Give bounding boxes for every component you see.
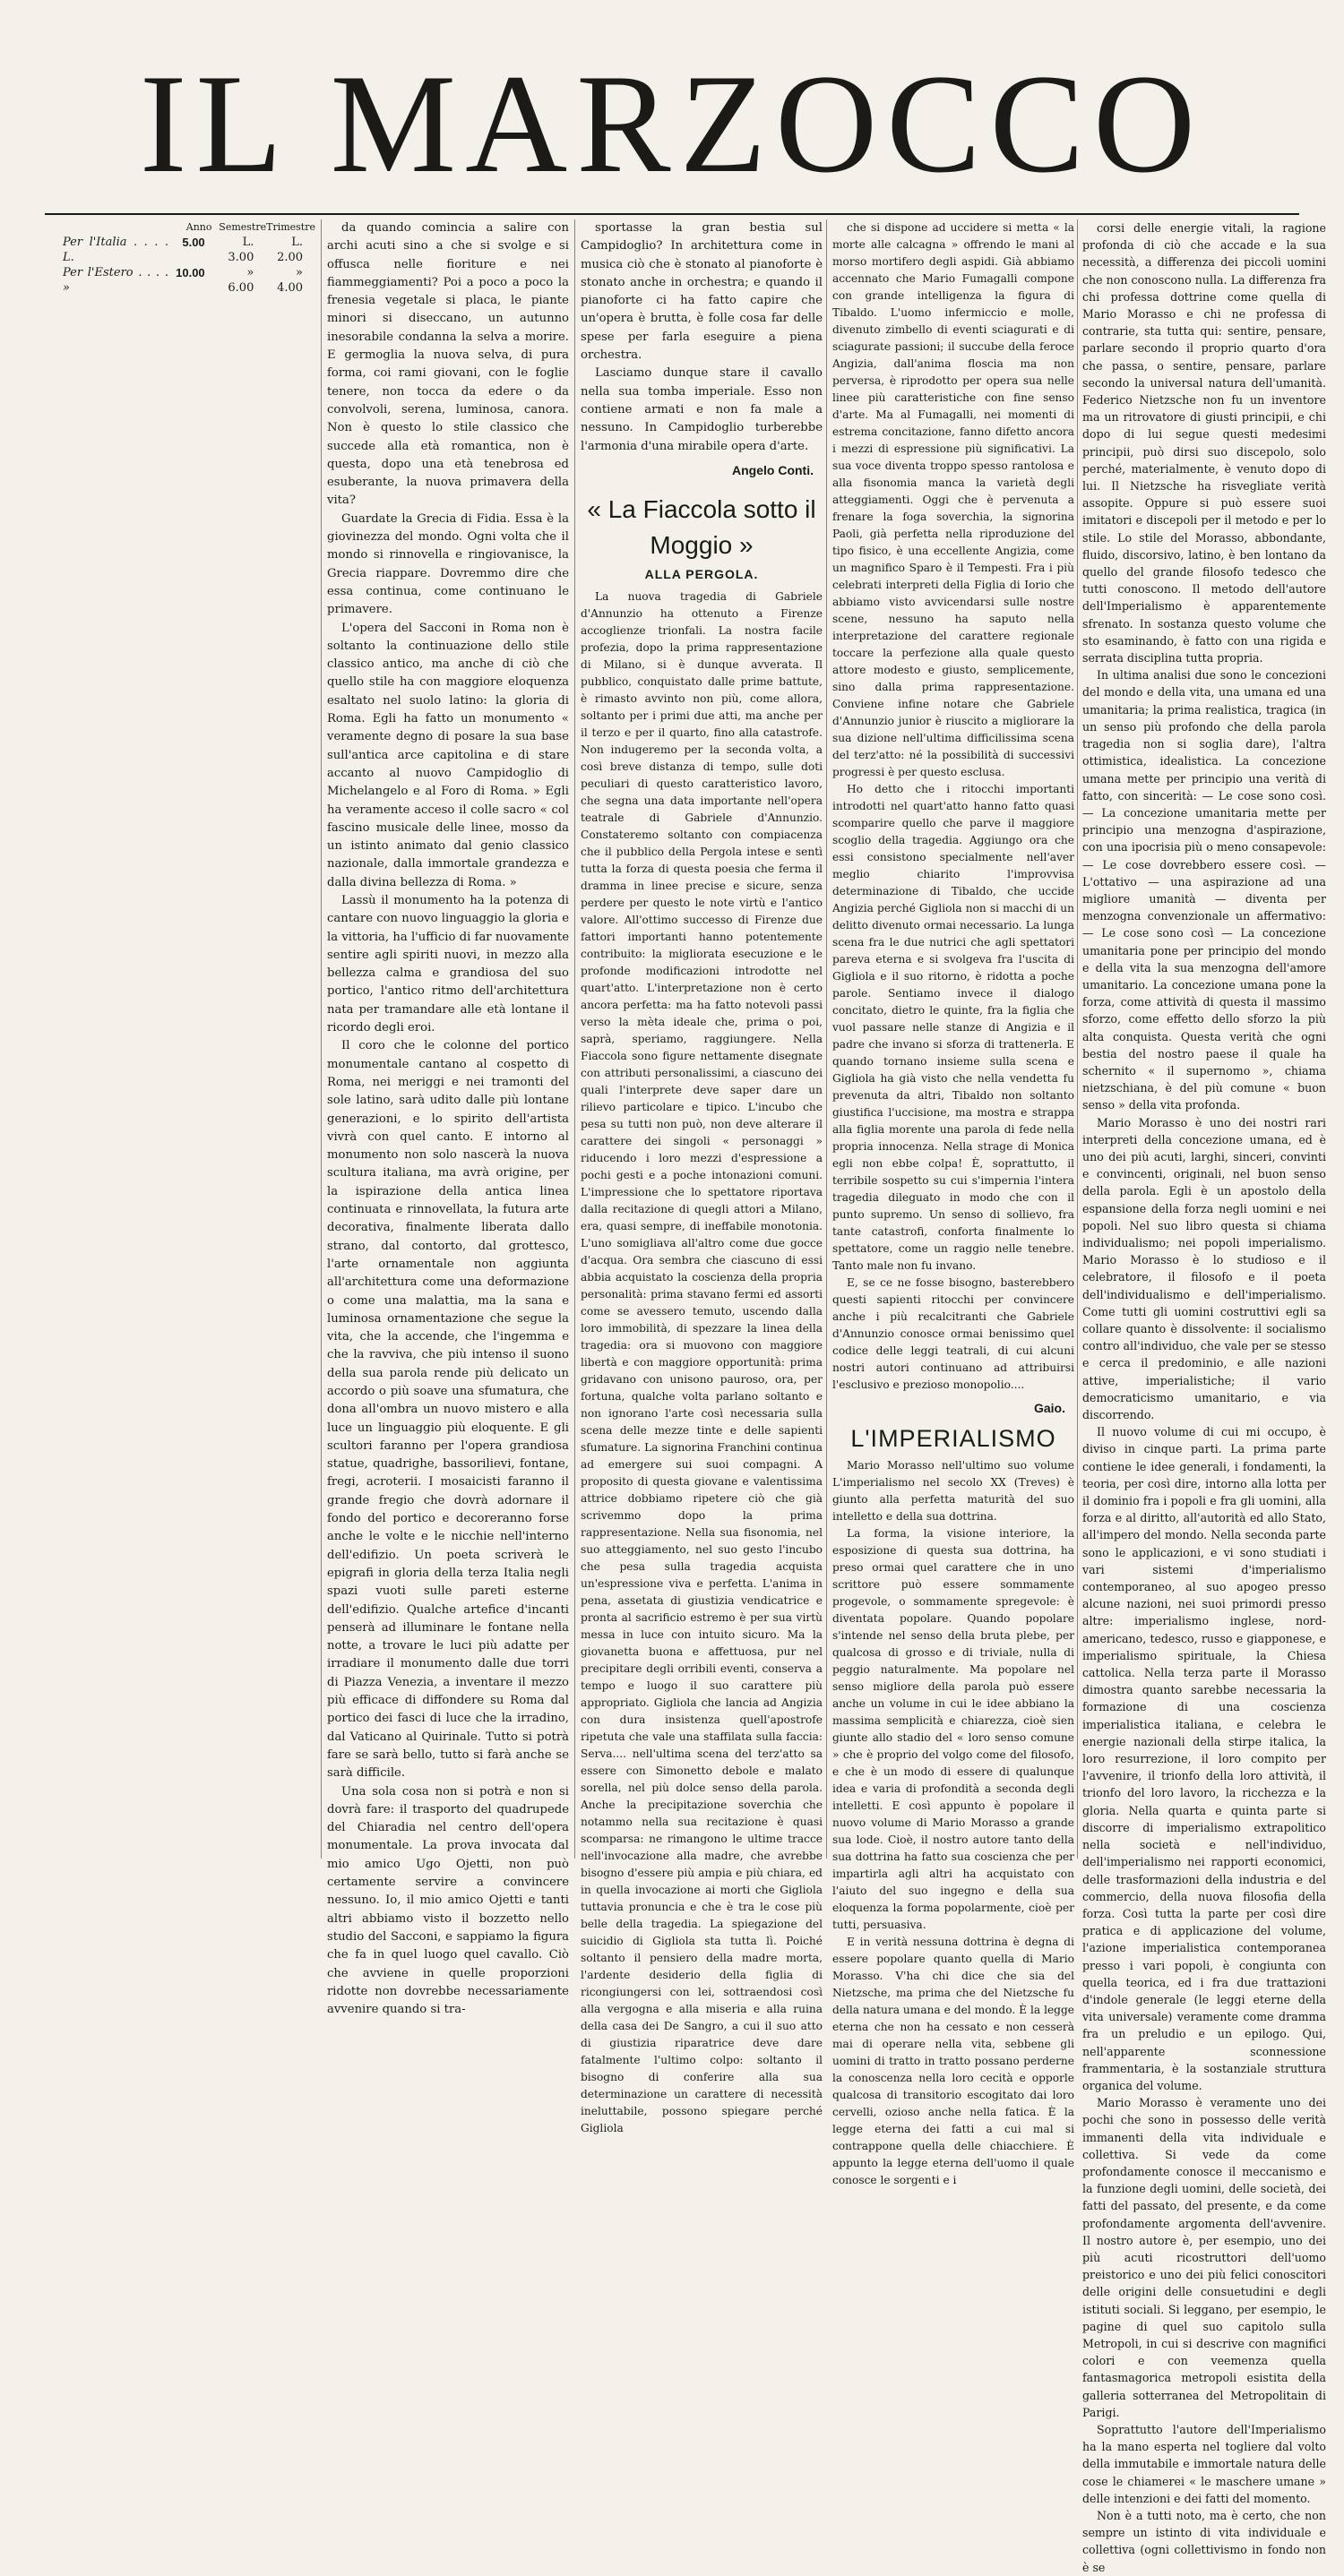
price-trimestre: L. 2.00 (277, 236, 304, 264)
paragraph: Mario Morasso nell'ultimo suo volume L'imperialismo nel secolo XX (Treves) è giunto alla perfetta maturità del suo intelletto e della sua dottrina. (832, 1458, 1074, 1523)
paragraph: da quando comincia a salire con archi acuti sino a che si svolge e si offusca nelle fioriture e nei fiammeggiamenti? Poi a poco a poco la frenesia vegetale si placa, le piante minori si diseccano, un autunno inesorabile condanna la selva a morire. E germoglia la nuova selva, di pura forma, coi rami giovani, con le foglie tenere, non tocca da edere o da convolvoli, serena, luminosa, canora. Non è questo lo stile classico che succede alla età romantica, non è questa, dopo una età tenebrosa ed esuberante, la nuova primavera della vita? (327, 221, 569, 508)
paragraph: Una sola cosa non si potrà e non si dovrà fare: il trasporto del quadrupede del Chiaradia nel centro dell'opera monumentale. La prova invocata dal mio amico Ugo Ojetti, non può certamente servire a convincere nessuno. Io, il mio amico Ojetti e tanti altri abbiamo visto il bozzetto nello studio del Sacconi, e sappiamo la figura che fa in quel luogo quel cavallo. Ciò che avviene in quelle proporzioni ridotte non dovrebbe necessariamente avvenire quando si tra- (327, 1784, 569, 2017)
paragraph: Mario Morasso è uno dei nostri rari interpreti della concezione umana, ed è uno dei più acuti, larghi, sinceri, convinti e convincenti, originali, nel buon senso della parola. Egli è un apostolo della espansione della forza negli uomini e nei popoli. Nel suo libro questa si chiama individualismo; nei popoli imperialismo. Mario Morasso è lo studioso e il celebratore, il filosofo e il poeta dell'individualismo e dell'imperialismo. Come tutti gli uomini costruttivi egli sa collare quanto è dissolvente: il socialismo contro all'individuo, che vale per se stesso e cerca il predominio, e alle nazioni attive, imperialistiche; il vario democraticismo umanitario, e via discorrendo. (1082, 1115, 1326, 1422)
signature-gaio: Gaio. (1033, 1401, 1065, 1415)
paragraph: La nuova tragedia di Gabriele d'Annunzio ha ottenuto a Firenze accoglienze trionfali. La nostra facile profezia, dopo la prima rappresentazione di Milano, si è dunque avverata. Il pubblico, conquistato dalle prime battute, è rimasto avvinto non più, come allora, soltanto per i primi due atti, ma anche per il terzo e per il quarto, fino alla catastrofe. Non indugeremo per la seconda volta, a così breve distanza di tempo, sulle doti peculiari di questo caratteristico lavoro, che segna una data importante nell'opera teatrale di Gabriele d'Annunzio. Constateremo soltanto con compiacenza che il pubblico della Pergola intese e sentì tutta la forza di questa poesia che ferma il dramma in linee precise e sicure, senza perdere per questo le note virtù e l'antico valore. All'ottimo successo di Firenze due fattori importanti hanno potentemente contribuito: la migliorata esecuzione e le profonde modificazioni introdotte nel quart'atto. L'interpretazione non è certo ancora perfetta: ma ha fatto notevoli passi verso la mèta ideale che, prima o poi, saprà, speriamo, raggiungere. Nella Fiaccola sono figure nettamente disegnate con attributi personalissimi, a ciascuno dei quali l'interprete deve saper dare un rilievo particolare e tipico. L'incubo che pesa su tutti non può, non deve alterare il carattere dei singoli « personaggi » riducendo i loro mezzi d'espressione a pochi gesti e a poche intonazioni comuni. L'impressione che lo spettatore riportava dalla recitazione di quegli attori a Milano, era, quasi sempre, di ineffabile monotonia. L'uno somigliava all'altro come due gocce d'acqua. Ora sembra che ciascuno di essi abbia acquistato la coscienza della propria personalità: prima stavano fermi ed assorti come se avessero temuto, uscendo dalla loro immobilità, di spezzare la linea della tragedia: ora si muovono con maggiore libertà e con maggiore opportunità: prima gridavano con unisono pauroso, ora, per fortuna, qualche volta parlano soltanto e non ignorano l'arte così necessaria sulla scena delle mezze tinte e delle sapienti sfumature. La signorina Franchini continua ad emergere sui suoi compagni. A proposito di questa giovane e valentissima attrice dobbiamo ripetere ciò che già scrivemmo dopo la prima rappresentazione. Nella sua fisonomia, nel suo atteggiamento, nel suo gesto l'incubo che pesa sulla tragedia acquista un'espressione viva e perfetta. L'anima in pena, assetata di giustizia vendicatrice e pronta al sacrificio estremo è per sua virtù messa in luce con intuito sicuro. Ma la giovanetta buona e affettuosa, pur nel precipitare degli orribili eventi, conserva a tempo e luogo il suo carattere più appropriato. Gigliola che lancia ad Angizia con dura insistenza quell'apostrofe ripetuta che vale una staffilata sulla faccia: Serva.... nell'ultima scena del terz'atto sa essere con Simonetto debole e malato sorella, nel più dolce senso della parola. Anche la precipitazione soverchia che notammo nella sua recitazione è quasi scomparsa: ne rimangono le ultime tracce nell'invocazione alla madre, che avrebbe bisogno d'essere più ampia e più chiara, ed in quella invocazione ai morti che Gigliola tuttavia pronuncia e che è tra le cose più belle della tragedia. La spiegazione del suicidio di Gigliola sta tutta lì. Poiché soltanto il pensiero della madre morta, l'ardente desiderio della figlia di ricongiungersi con lei, sottraendosi così alla vergogna e alla miseria e alla ruina della casa dei De Sangro, a cui il suo atto di giustizia riparatrice deve dare fatalmente l'ultimo colpo: soltanto il bisogno di conferire alla sua determinazione un carattere di necessità ineluttabile, possono spiegare perché Gigliola (581, 590, 823, 2135)
paragraph: Ho detto che i ritocchi importanti introdotti nel quart'atto hanno fatto quasi scomparire quello che parve il maggiore scoglio della tragedia. Aggiungo ora che essi consistono specialmente nell'aver meglio chiarito l'improvvisa determinazione di Tibaldo, che uccide Angizia perché Gigliola non si macchi di un delitto divenuto ormai necessario. La lunga scena fra le due nutrici che agli spettatori pareva eterna e si svolgeva fra l'uscita di Gigliola e il suo ritorno, è ridotta a poche parole. Sentiamo invece il dialogo concitato, dietro le quinte, fra la figlia che vuol passare nelle stanze di Angizia e il padre che invano si sforza di trattenerla. E quando tornano insieme sulla scena e Gigliola ha già visto che nella vendetta fu prevenuta da altri, Tibaldo non soltanto giustifica l'uccisione, ma mostra e strappa alla figlia morente una parola di fede nella propria innocenza. Nella strage di Monica egli non ebbe colpa! È, soprattutto, il terribile sospetto su cui s'impernia l'intera tragedia dileguato in modo che con il punto supremo. Un senso di sollievo, fra tante catastrofi, conforta finalmente lo spettatore, come un raggio nelle tenebre. Tanto male non fu invano. (832, 783, 1074, 1272)
article-title-imperialismo: L'IMPERIALISMO (850, 1425, 1056, 1453)
column-5 (1082, 219, 1326, 2574)
paragraph: Il nuovo volume di cui mi occupo, è diviso in cinque parti. La prima parte contiene le idee generali, i fondamenti, la teoria, per così dire, intorno alla lotta per il dominio fra i popoli e fra gli uomini, alla forza e al diritto, all'autorità ed allo Stato, all'impero del mondo. Nella seconda parte sono le applicazioni, e vi sono studiati i vari sistemi d'imperialismo contemporaneo, al suo apogeo presso alcune nazioni, nei suoi primordi presso altre: imperialismo inglese, nord-americano, tedesco, russo e giapponese, e imperialismo spirituale, la Chiesa cattolica. Nella terza parte il Morasso dimostra quanto sarebbe necessaria la formazione di una coscienza imperialistica italiana, e celebra le energie nazionali della stirpe italica, la loro resurrezione, il loro compito per l'avvenire, il trionfo della loro attività, il trionfo del loro lavoro, la ricchezza e la gloria. Nella quarta e quinta parte si discorre di imperialismo extrapolitico nella società e nell'individuo, dell'imperialismo nei rapporti economici, delle trasformazioni della industria e del commercio, della nuova filosofia della forza. Così tutta la parte per così dire pratica e di applicazione del volume, l'azione imperialistica contemporanea presso i vari popoli, è congiunta con quella teorica, ed i fra due trattazioni d'indole generale (le leggi eterne della vita universale) veramente come dramma fra un preludio e un epilogo. Qui, nell'apparente sconnessione frammentaria, è la sostanziale struttura organica del volume. (1082, 1425, 1326, 2092)
row-label: Per l'Italia . . . . L. (63, 236, 168, 264)
column-divider (574, 219, 575, 1859)
column-1 (63, 219, 315, 1859)
price-anno: 5.00 (182, 236, 205, 249)
column-3 (581, 219, 823, 2135)
paragraph: E, se ce ne fosse bisogno, basterebbero questi sapienti ritocchi per convincere anche i più recalcitranti che Gabriele d'Annunzio conosce ormai benissimo quel codice delle leggi teatrali, di cui alcuni nostri autori continuano ad attribuirsi l'esclusivo e prezioso monopolio.... (832, 1276, 1074, 1391)
paragraph: Non è a tutti noto, ma è certo, che non sempre un istinto di vita individuale e collettiva (ogni collettivismo in fondo non è se (1082, 2509, 1326, 2574)
signature-conti: Angelo Conti. (732, 462, 814, 477)
paragraph: E in verità nessuna dottrina è degna di essere popolare quanto quella di Mario Morasso. V'ha chi dice che sia del Nietzsche, ma prima che del Nietzsche fu della natura umana e del mondo. È la legge eterna che non ha cessato e non cesserà mai di operare nella vita, sebbene gli uomini di tratto in tratto possano perderne la conoscenza nella loro cecità e opporle qualcosa di transitorio escogitato dai loro cervelli, ozioso anche nella fatica. È la legge eterna dei fatti a cui mal si contrappone quella delle chiacchiere. È appunto la legge eterna dell'uomo il quale conosce le sorgenti e i (832, 1935, 1074, 2186)
column-divider (826, 219, 827, 1859)
masthead-title: IL MARZOCCO (139, 46, 1205, 202)
price-anno: 10.00 (176, 266, 205, 279)
price-semestre: » 6.00 (228, 266, 254, 295)
subscription-row-estero (63, 265, 315, 296)
row-label: Per l'Estero . . . . » (63, 266, 168, 295)
column-divider (321, 219, 322, 1859)
paragraph: Mario Morasso è veramente uno dei pochi che sono in possesso delle verità immanenti della vita individuale e collettiva. Si vede da come profondamente conosce il meccanismo e la funzione degli uomini, delle società, dei fatti del passato, del presente, e da come profondamente argomenta dell'avvenire. Il nostro autore è, per esempio, uno dei più acuti ricostruttori dell'uomo preistorico e uno dei più felici conoscitori delle origini delle consuetudini e degli istituti sociali. Si leggano, per esempio, le pagine di quel suo capitolo sulla Metropoli, in cui si descrive con magnifici colori e con veemenza quella fantasmagorica metropoli esistita della galleria sotterranea del Metropolitain di Parigi. (1082, 2096, 1326, 2419)
paragraph: In ultima analisi due sono le concezioni del mondo e della vita, una umana ed una umanitaria; la prima realistica, tragica (in un senso più profondo che della parola tragedia non si soglia dare), l'altra ottimistica, idealistica. La concezione umana mette per principio una verità di fatto, con sincerità: — Le cose sono così. — La concezione umanitaria mette per principio una menzogna d'aspirazione, con una ipocrisia più o meno consapevole: — Le cose dovrebbero essere così. — L'ottativo — una aspirazione ad una migliore umanità — diventa per menzogna convenzionale un affermativo: — Le cose sono così — La concezione umanitaria pone per principio del mondo e della vita la sua menzogna dell'amore umanitario. La concezione umana pone la forza, come attività di questa il massimo sforzo, come effetto dello sforzo la più alta conquista. Questa verità che ogni bestia del nostro paese il quale ha schernito « il supernomo », chiama nietzschiana, è del più comune « buon senso » della vita profonda. (1082, 668, 1326, 1112)
paragraph: L'opera del Sacconi in Roma non è soltanto la continuazione dello stile classico antico, ma anche di ciò che quello stile ha con maggiore eloquenza esaltato nel suolo latino: la gloria di Roma. Egli ha fatto un monumento « veramente degno di posare la sua base sull'antica arce capitolina e di stare accanto al nuovo Campidoglio di Michelangelo e al Foro di Roma. » Egli ha veramente acceso il colle sacro « col fascino musicale delle linee, mosso da un istinto animato dal genio classico nazionale, dalla immortale grandezza e dalla divina bellezza di Roma. » (327, 621, 569, 889)
header-trimestre: Trimestre (266, 221, 315, 233)
paragraph: corsi delle energie vitali, la ragione profonda di ciò che accade e la sua necessità, a differenza dei piccoli uomini che non conoscono nulla. La differenza fra chi professa dottrine come quella di Mario Morasso e chi ne professa di contrarie, sta tutta qui: sentire, pensare, parlare secondo il proprio quarto d'ora che passa, o sentire, pensare, parlare secondo la universal natura dell'umanità. Federico Nietzsche non fu un inventore ma un ritrovatore di giusti principii, e chi dopo di lui segue questi medesimi principii, può dirsi suo discepolo, solo perché, materialmente, è venuto dopo di lui. Il Nietzsche ha risvegliate verità assopite. Oppure si può essere suoi imitatori e discepoli per il metodo e per lo stile. Lo stile del Morasso, abbondante, fluido, discorsivo, latino, è ben lontano da quello del grande filosofo tedesco che tutti conoscono. Il metodo dell'autore dell'Imperialismo è apparentemente sfrenato. In sostanza questo volume che sto esaminando, è fatto con una rigida e serrata disciplina tutta propria. (1082, 221, 1326, 665)
paragraph: Lassù il monumento ha la potenza di cantare con nuovo linguaggio la gloria e la vittoria, ha l'ufficio di far nuovamente sentire agli spiriti nuovi, in mezzo alla bellezza calma e grandiosa del suo portico, l'antico ritmo dell'architettura nata per tramandare alle età lontane il ricordo degli eroi. (327, 893, 569, 1035)
article-subtitle-fiaccola: ALLA PERGOLA. (644, 567, 759, 582)
paragraph: Soprattutto l'autore dell'Imperialismo ha la mano esperta nel togliere dal volto della immutabile e immortale natura delle cose le chiamerei « le maschere umane » delle intenzioni e dei fatti del momento. (1082, 2423, 1326, 2505)
paragraph: La forma, la visione interiore, la esposizione di questa sua dottrina, ha preso ormai quel carattere che in uno scrittore può essere sommamente progevole, o sommamente spregevole: è diventata popolare. Quando popolare s'intende nel senso della bruta plebe, per qualcosa di grosso e di triviale, nulla di peggio naturalmente. Ma popolare nel senso migliore della parola può essere anche un volume in cui le idee abbiano la massima semplicità e chiarezza, cioè sien giunte allo stadio del « loro senso comune » che è proprio del volgo come del filosofo, e che è un modo di essere di qualunque idea e varia di profondità a seconda degli intelletti. E così appunto è popolare il nuovo volume di Mario Morasso a grande sua lode. Cioè, il nostro autore tanto della sua dottrina ha fatto sua coscienza che per impartirla agli altri ha acquistato con l'aiuto del suo ingegno e della sua eloquenza la forma popolarmente, cioè per tutti, persuasiva. (832, 1526, 1074, 1931)
paragraph: sportasse la gran bestia sul Campidoglio? In architettura come in musica ciò che è stonato al pianoforte è stonato anche in orchestra; e quando il pianoforte ci ha fatto capire che un'opera è brutta, è folle cosa far delle spese per farla eseguire a piena orchestra. (581, 221, 823, 363)
article-title-fiaccola: « La Fiaccola sotto il Moggio » (587, 495, 816, 560)
column-2 (327, 219, 569, 2017)
price-trimestre: » 4.00 (277, 266, 304, 295)
paragraph: Guardate la Grecia di Fidia. Essa è la giovinezza del mondo. Ogni volta che il mondo si rinnovella e ringiovanisce, la Grecia riappare. Dovremmo dire che essa continua, come continuano le primavere. (327, 511, 569, 617)
masthead-rule (45, 213, 1299, 215)
header-anno: Anno (185, 221, 212, 233)
subscription-headers (63, 219, 315, 235)
header-semestre: Semestre (219, 221, 267, 233)
paragraph: Lasciamo dunque stare il cavallo nella sua tomba imperiale. Esso non contiene armati e non fa male a nessuno. In Campidoglio turberebbe l'armonia d'una mirabile opera d'arte. (581, 366, 823, 453)
paragraph: Il coro che le colonne del portico monumentale cantano al cospetto di Roma, nei meriggi e nei tramonti del sole latino, sarà udito dalle più lontane generazioni, e lo spirito dell'artista vivrà con quel canto. E intorno al monumento non solo nascerà la nuova scultura italiana, ma avrà origine, per la ispirazione della antica linea continuata e rinnovellata, la futura arte decorativa, finalmente liberata dallo strano, dal contorto, dal grottesco, l'arte ornamentale non aggiunta all'architettura come una deformazione o come una malattia, ma la sana e luminosa ornamentazione che segue la vita, che la accende, che l'ingemma e che la ravviva, che più intenso il suono della sua parola rende più delicato un accordo o più soave una sfumatura, che dona all'ombra un nuovo mistero e alla luce un linguaggio più eloquente. E gli scultori faranno per l'opera grandiosa statue, quadrighe, bassorilievi, fontane, fregi, acroterii. I mosaicisti faranno il grande fregio che dovrà adornare il fondo del portico e decoreranno forse anche le volte e le nicchie nell'interno dell'edifizio. Un poeta scriverà le epigrafi in gloria della terza Italia negli spazi vuoti sulle pareti esterne dell'edifizio. Qualche artefice d'incanti penserà ad illuminare le fontane nella notte, a trovare le luci più adatte per irradiare il monumento dalle due torri di Piazza Venezia, a inventare il mezzo più efficace di diffondere su Roma dal portico dei fasci di luce che la irradino, dal Vaticano al Quirinale. Tutto si potrà fare se sarà bello, tutto si farà anche se sarà difficile. (327, 1039, 569, 1781)
subscription-table (63, 219, 315, 296)
price-semestre: L. 3.00 (228, 236, 254, 264)
column-divider (1077, 219, 1078, 1859)
paragraph: che si dispone ad uccidere si metta « la morte alle calcagna » offrendo le mani al morso mortifero degli aspidi. Già abbiamo accennato che Mario Fumagalli compone con grande intelligenza la figura di Tibaldo. L'uomo infermiccio e molle, divenuto zimbello di eventi sciagurati e di sciagurate passioni; il succube della feroce Angizia, dall'anima floscia ma non perversa, è riprodotto per opera sua nelle linee più caratteristiche con fine senso d'arte. Ma al Fumagalli, nei momenti di estrema concitazione, fanno difetto ancora i mezzi di espressione più significativi. La sua voce diventa troppo spesso rantolosa e alla fisonomia manca la varietà degli atteggiamenti. Oggi che è pervenuta a frenare la foga soverchia, la signorina Paoli, già perfetta nella riproduzione del tipo fisico, è una eccellente Angizia, come un magnifico Sparo è il Tempesti. Fra i più celebrati interpreti della Figlia di Iorio che abbiamo visto avvicendarsi sulle nostre scene, nessuno ha saputo nella interpretazione del carattere regionale toccare la perfezione alla quale questo attore modesto e giusto, semplicemente, sino dalla prima rappresentazione. Conviene infine notare che Gabriele d'Annunzio junior è riuscito a migliorare la sua dizione nell'ultima difficilissima scena del terz'atto: né la possibilità di successivi progressi è per questo esclusa. (832, 221, 1074, 778)
column-4 (832, 219, 1074, 2186)
subscription-row-italia (63, 235, 315, 265)
